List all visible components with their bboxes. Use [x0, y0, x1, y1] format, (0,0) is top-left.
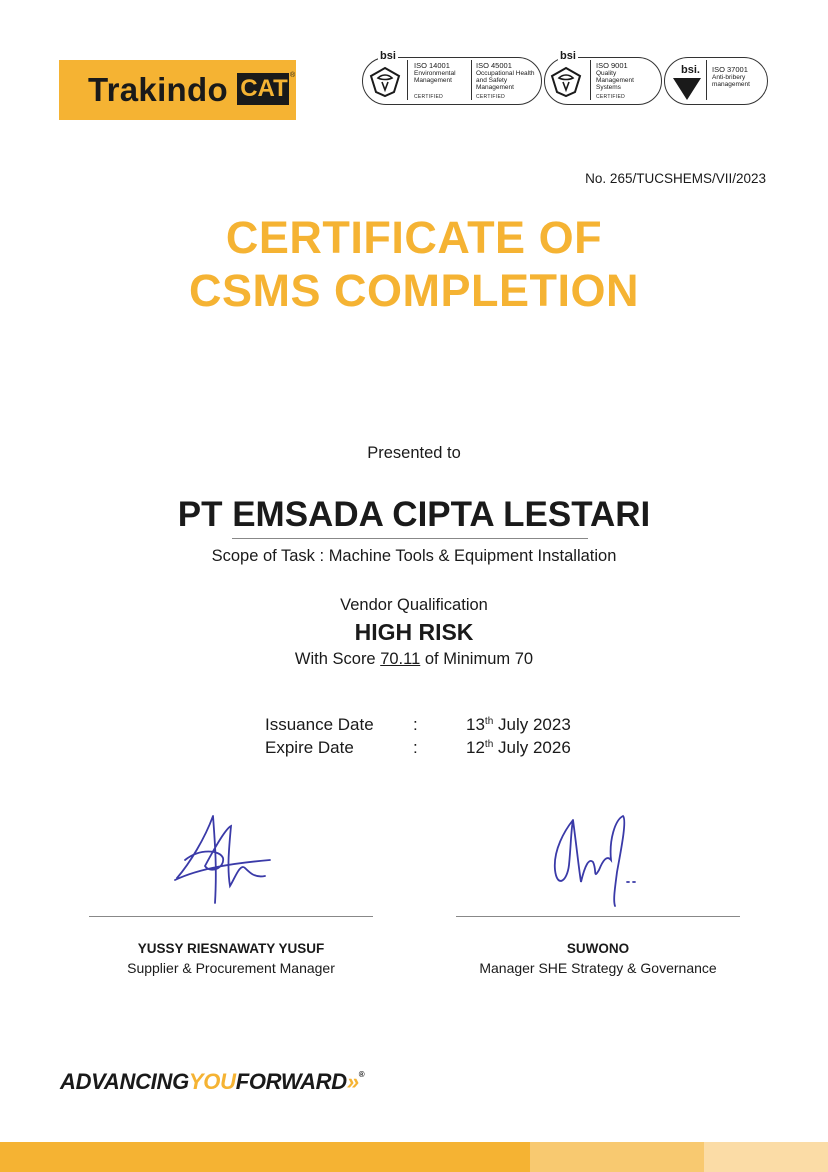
cat-registered-mark: ® — [290, 72, 296, 79]
signature-left — [165, 808, 280, 913]
certificate-number: No. 265/TUCSHEMS/VII/2023 — [585, 171, 766, 186]
chevron-right-icon: » — [346, 1069, 359, 1094]
company-underline — [232, 538, 588, 539]
expire-date-value: 12th July 2026 — [466, 738, 571, 757]
score-value: 70.11 — [380, 650, 421, 668]
score-line: With Score 70.11 of Minimum 70 — [294, 650, 534, 668]
kitemark-icon — [549, 66, 583, 98]
company-name: PT EMSADA CIPTA LESTARI — [177, 495, 651, 534]
brand-name: Trakindo — [88, 71, 228, 108]
scope-of-task: Scope of Task : Machine Tools & Equipment Installation — [211, 547, 617, 565]
issuance-date-label: Issuance Date — [265, 715, 374, 734]
expire-date-label: Expire Date — [265, 738, 354, 757]
iso-37001-label: ISO 37001 Anti-bribery management — [712, 65, 750, 88]
signatory-name-left: YUSSY RIESNAWATY YUSUF — [137, 941, 325, 956]
signatory-name-right: SUWONO — [566, 941, 630, 956]
signature-right — [545, 810, 640, 910]
cat-logo-text: CAT — [240, 75, 288, 102]
presented-to-label: Presented to — [367, 444, 461, 462]
bsi-logo-text: bsi. — [681, 64, 700, 76]
risk-level: HIGH RISK — [354, 619, 474, 645]
kitemark-icon — [368, 66, 402, 98]
footer-color-bar — [0, 1142, 828, 1172]
signature-line-right — [456, 916, 740, 917]
iso-45001-label: ISO 45001 Occupational Health and Safety Management — [476, 61, 535, 91]
signatory-role-right: Manager SHE Strategy & Governance — [479, 960, 717, 976]
bsi-logo-text: bsi — [560, 50, 576, 62]
signatory-role-left: Supplier & Procurement Manager — [127, 960, 335, 976]
certificate-title-line-1: CERTIFICATE OF — [225, 212, 603, 263]
iso-14001-label: ISO 14001 Environmental Management — [414, 61, 456, 84]
certificate-title-line-2: CSMS COMPLETION — [188, 265, 639, 316]
slogan: ADVANCINGYOUFORWARD»® — [60, 1069, 365, 1094]
heart-shield-icon — [670, 74, 704, 102]
issuance-date-value: 13th July 2023 — [466, 715, 571, 734]
signature-line-left — [89, 916, 373, 917]
iso-9001-label: ISO 9001 Quality Management Systems — [596, 61, 634, 91]
bsi-logo-text: bsi — [380, 50, 396, 62]
vendor-qualification-label: Vendor Qualification — [340, 596, 488, 614]
